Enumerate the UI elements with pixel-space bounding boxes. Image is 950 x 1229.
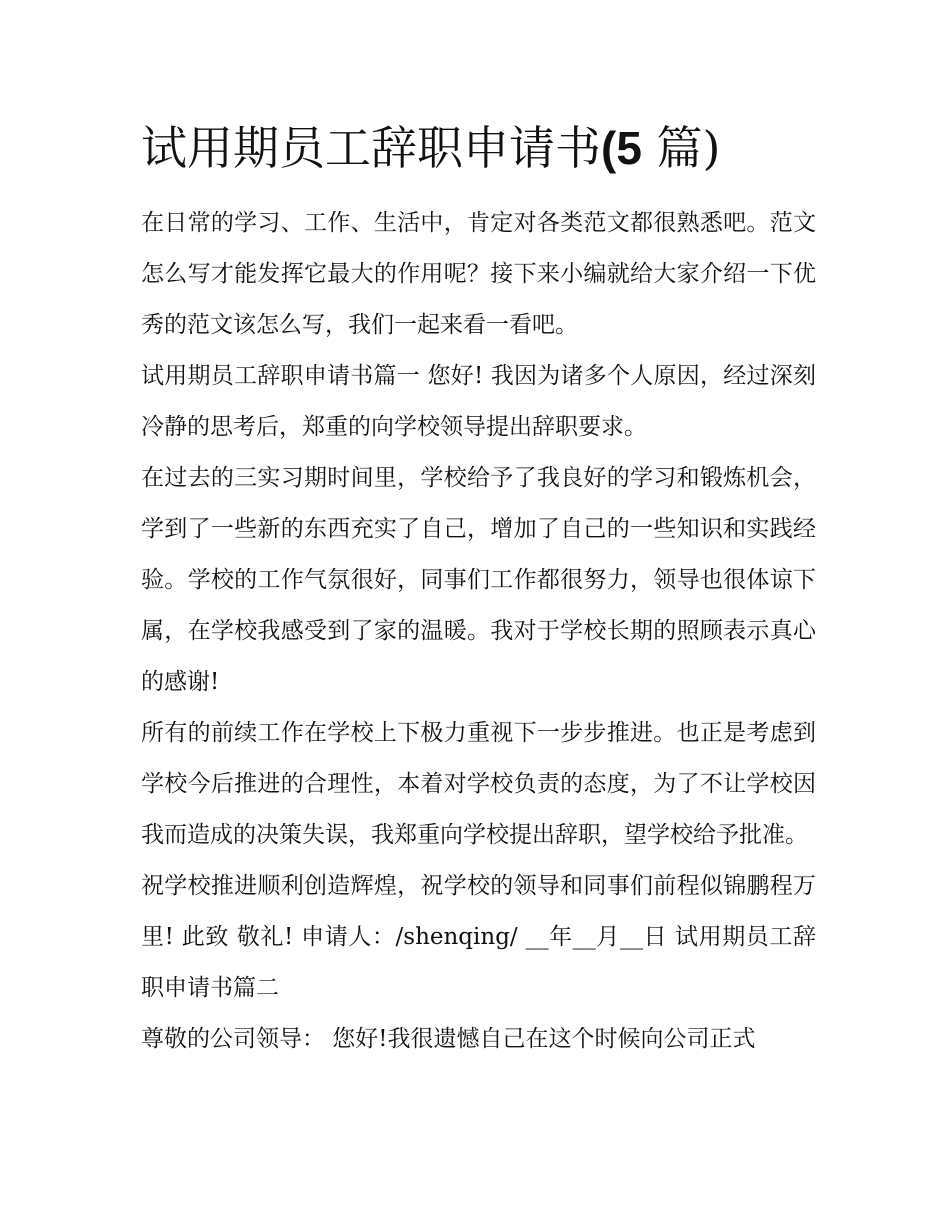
title-end-text: 篇) [641, 121, 721, 175]
paragraph-reason: 所有的前续工作在学校上下极力重视下一步步推进。也正是考虑到学校今后推进的合理性，本着对学校负责的态度，为了不让学校因我而造成的决策失误，我郑重向学校提出辞职，望学校给予批准。 [141, 720, 816, 848]
paragraph-letter-one-opening: 试用期员工辞职申请书篇一 您好! 我因为诸多个人原因，经过深刻冷静的思考后，郑重的向学校领导提出辞职要求。 [141, 363, 816, 440]
paragraph-experience: 在过去的三实习期时间里，学校给予了我良好的学习和锻炼机会，学到了一些新的东西充实了自己，增加了自己的一些知识和实践经验。学校的工作气氛很好，同事们工作都很努力，领导也很体谅下属，在学校我感受到了家的温暖。我对于学校长期的照顾表示真心的感谢! [141, 465, 816, 695]
paragraph-letter-two-opening: 尊敬的公司领导： 您好!我很遗憾自己在这个时候向公司正式 [141, 1026, 756, 1052]
paragraph-closing: 祝学校推进顺利创造辉煌，祝学校的领导和同事们前程似锦鹏程万里! 此致 敬礼! 申请人：/shenqing/ __年__月__日 试用期员工辞职申请书篇二 [141, 873, 816, 1001]
title-main-text: 试用期员工辞职申请书 [141, 121, 601, 175]
title-count: (5 [601, 122, 642, 174]
document-body [141, 198, 816, 1065]
document-title [141, 116, 841, 180]
paragraph-intro: 在日常的学习、工作、生活中，肯定对各类范文都很熟悉吧。范文怎么写才能发挥它最大的作用呢？接下来小编就给大家介绍一下优秀的范文该怎么写，我们一起来看一看吧。 [141, 210, 816, 338]
